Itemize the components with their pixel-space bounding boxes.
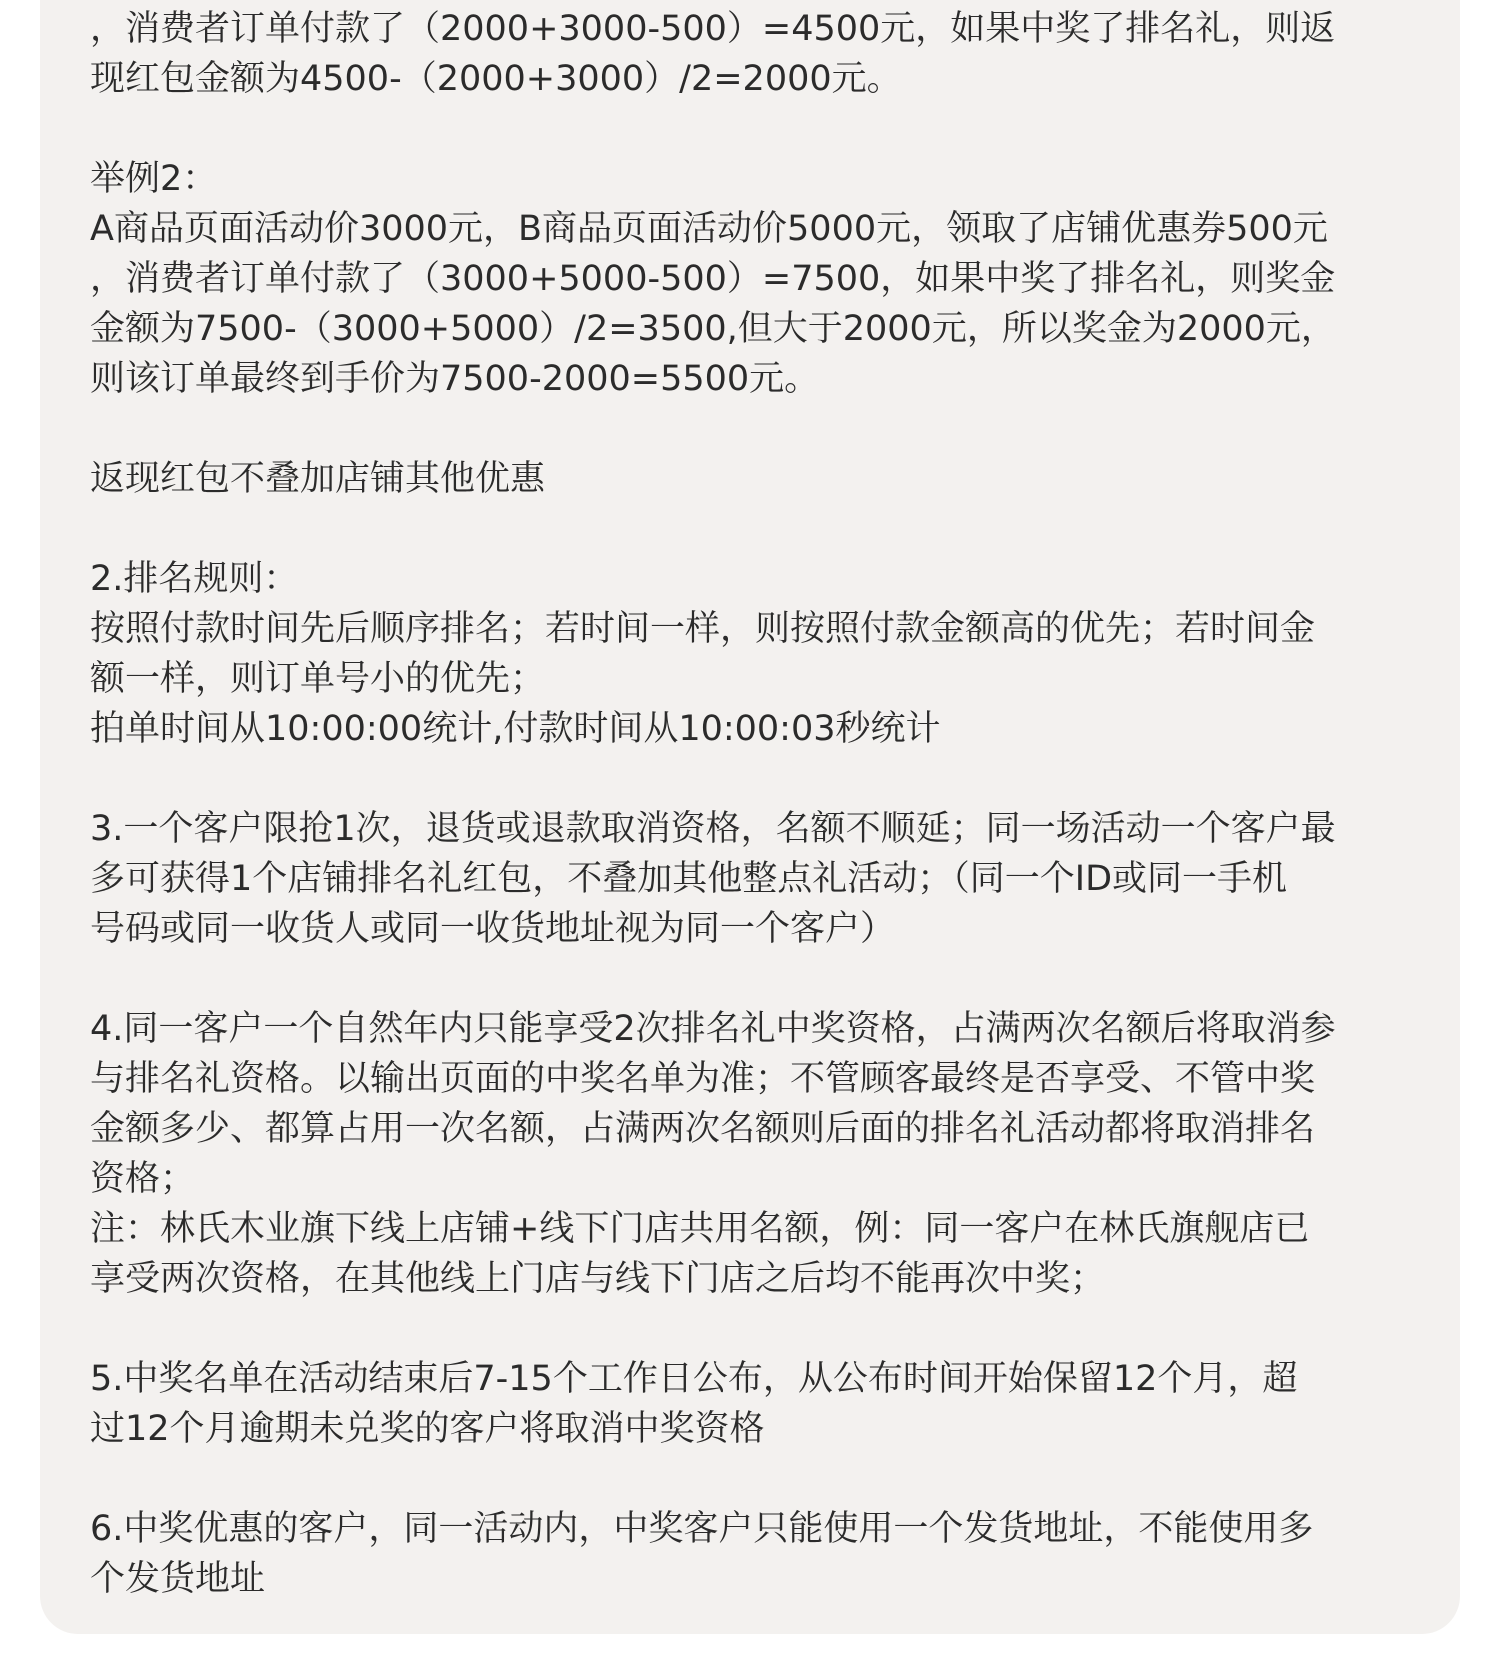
rule2-line: 拍单时间从10:00:00统计,付款时间从10:00:03秒统计 — [90, 709, 941, 749]
rule5-line: 5.中奖名单在活动结束后7-15个工作日公布，从公布时间开始保留12个月，超 — [90, 1359, 1298, 1399]
rule4-line: 资格； — [90, 1159, 196, 1199]
rule6-line: 个发货地址 — [90, 1559, 266, 1599]
rule4-line: 4.同一客户一个自然年内只能享受2次排名礼中奖资格，占满两次名额后将取消参 — [90, 1009, 1336, 1049]
rule4-note-line: 享受两次资格，在其他线上门店与线下门店之后均不能再次中奖； — [90, 1259, 1106, 1299]
rules-content — [90, 4, 1430, 1604]
rule3-line: 号码或同一收货人或同一收货地址视为同一个客户） — [90, 909, 896, 949]
no-stack-note: 返现红包不叠加店铺其他优惠 — [90, 459, 546, 499]
rule3-line: 多可获得1个店铺排名礼红包，不叠加其他整点礼活动；（同一个ID或同一手机 — [90, 859, 1288, 899]
rule3-line: 3.一个客户限抢1次，退货或退款取消资格，名额不顺延；同一场活动一个客户最 — [90, 809, 1336, 849]
example2-heading: 举例2： — [90, 159, 218, 199]
rule6-line: 6.中奖优惠的客户，同一活动内，中奖客户只能使用一个发货地址，不能使用多 — [90, 1509, 1314, 1549]
example2-line: ，消费者订单付款了（3000+5000-500）=7500，如果中奖了排名礼，则奖金 — [90, 259, 1336, 299]
rule5-line: 过12个月逾期未兑奖的客户将取消中奖资格 — [90, 1409, 765, 1449]
example2-line: A商品页面活动价3000元，B商品页面活动价5000元，领取了店铺优惠券500元 — [90, 209, 1328, 249]
rule4-line: 与排名礼资格。以输出页面的中奖名单为准；不管顾客最终是否享受、不管中奖 — [90, 1059, 1316, 1099]
rule4-line: 金额多少、都算占用一次名额，占满两次名额则后面的排名礼活动都将取消排名 — [90, 1109, 1316, 1149]
example2-line: 金额为7500-（3000+5000）/2=3500,但大于2000元，所以奖金为2000元， — [90, 309, 1336, 349]
example1-line: 现红包金额为4500-（2000+3000）/2=2000元。 — [90, 59, 902, 99]
example1-line: ，消费者订单付款了（2000+3000-500）=4500元，如果中奖了排名礼，则返 — [90, 9, 1336, 49]
rule2-line: 额一样，则订单号小的优先； — [90, 659, 546, 699]
rule4-note-line: 注：林氏木业旗下线上店铺+线下门店共用名额，例：同一客户在林氏旗舰店已 — [90, 1209, 1310, 1249]
rule2-line: 按照付款时间先后顺序排名；若时间一样，则按照付款金额高的优先；若时间金 — [90, 609, 1316, 649]
rule2-heading: 2.排名规则： — [90, 559, 299, 599]
example2-line: 则该订单最终到手价为7500-2000=5500元。 — [90, 359, 820, 399]
